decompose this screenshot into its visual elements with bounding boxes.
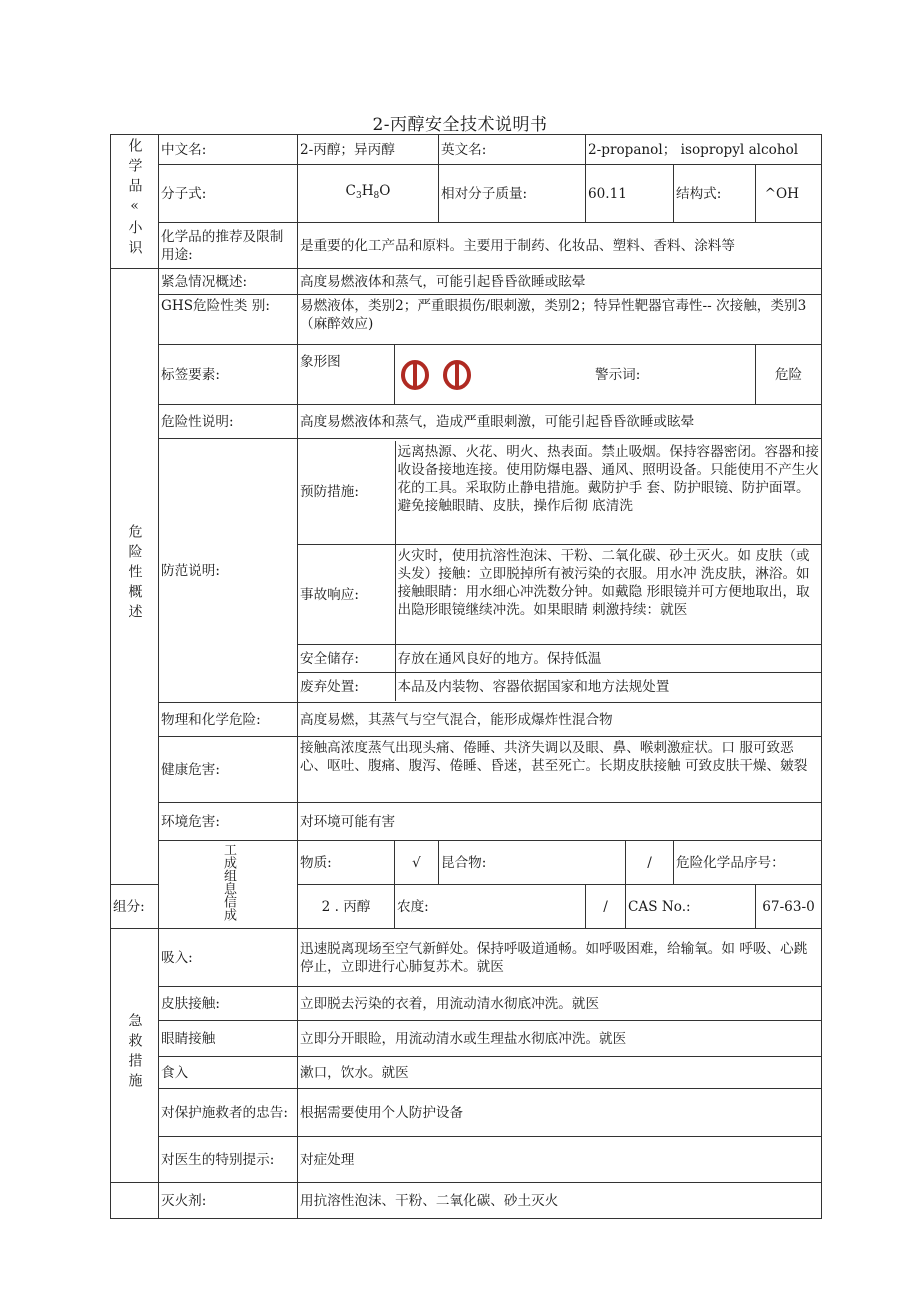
substance-label: 物质:: [298, 841, 395, 885]
document-title: 2-丙醇安全技术说明书: [372, 115, 548, 135]
doctor-note-label: 对医生的特别提示:: [159, 1137, 298, 1183]
pictogram-signal-cell: [395, 345, 756, 405]
ingestion-label: 食入: [159, 1057, 298, 1089]
composition-section-label: 工成组息信成: [159, 841, 298, 929]
component-label: 组分:: [111, 885, 159, 929]
storage-label: 安全储存:: [298, 645, 395, 673]
environment-hazard-label: 环境危害:: [159, 803, 298, 841]
environment-hazard-value: 对环境可能有害: [298, 803, 822, 841]
recommended-use-value: 是重要的化工产品和原料。主要用于制药、化妆品、塑料、香料、涂料等: [298, 223, 822, 269]
flame-pictogram-icon: [397, 358, 477, 392]
molecular-weight-label: 相对分子质量:: [439, 165, 586, 223]
mixture-label: 昆合物:: [439, 841, 626, 885]
formula-label: 分子式:: [159, 165, 298, 223]
rescuer-advice-value: 根据需要使用个人防护设备: [298, 1089, 822, 1137]
concentration-label: 农度:: [395, 885, 586, 929]
substance-value: √: [395, 841, 439, 885]
extinguishing-media-value: 用抗溶性泡沫、干粉、二氧化碳、砂土灭火: [298, 1183, 822, 1219]
cas-number-value: 67-63-0: [756, 885, 822, 929]
ingestion-value: 漱口，饮水。就医: [298, 1057, 822, 1089]
firefighting-section-label: [111, 1183, 159, 1219]
recommended-use-label: 化学品的推荐及限制用途:: [159, 223, 298, 269]
en-name-value: 2-propanol； isopropyl alcohol: [586, 135, 822, 165]
hazard-section-label: 危险性概述: [111, 269, 159, 885]
skin-contact-value: 立即脱去污染的衣着，用流动清水彻底冲洗。就医: [298, 987, 822, 1021]
skin-contact-label: 皮肤接触:: [159, 987, 298, 1021]
rescuer-advice-label: 对保护施救者的忠告:: [159, 1089, 298, 1137]
structure-label: 结构式:: [674, 165, 756, 223]
label-elements-label: 标签要素:: [159, 345, 298, 405]
ghs-classification-label: GHS危险性类 别:: [159, 295, 298, 345]
inhalation-label: 吸入:: [159, 929, 298, 987]
storage-value: 存放在通风良好的地方。保持低温: [395, 645, 821, 673]
signal-word-label: 警示词:: [595, 366, 641, 383]
component-value: 2 . 丙醇: [298, 885, 395, 929]
physchem-hazard-label: 物理和化学危险:: [159, 703, 298, 737]
signal-word-value: 危险: [756, 345, 822, 405]
formula-value: $C_3H_8O$: [298, 165, 439, 223]
physchem-hazard-value: 高度易燃，其蒸气与空气混合，能形成爆炸性混合物: [298, 703, 822, 737]
sds-table: [110, 134, 822, 1219]
health-hazard-value: 接触高浓度蒸气出现头痛、倦睡、共济失调以及眼、鼻、喉刺激症状。口 服可致恶心、呕吐、腹痛、腹泻、倦睡、昏迷，甚至死亡。长期皮肤接触 可致皮肤干燥、皴裂: [298, 737, 822, 803]
inhalation-value: 迅速脱离现场至空气新鲜处。保持呼吸道通畅。如呼吸困难，给输氧。如 呼吸、心跳停止，立即进行心肺复苏术。就医: [298, 929, 822, 987]
doctor-note-value: 对症处理: [298, 1137, 822, 1183]
emergency-overview-value: 高度易燃液体和蒸气，可能引起昏昏欲睡或眩晕: [298, 269, 822, 295]
precaution-label: 防范说明:: [159, 439, 298, 703]
cn-name-label: 中文名:: [159, 135, 298, 165]
prevention-value: 远离热源、火花、明火、热表面。禁止吸烟。保持容器密闭。容器和接收设备接地连接。使用防爆电器、通风、照明设备。只能使用不产生火花的工具。采取防止静电措施。戴防护手 套、防护眼镜、防护面罩。避免接触眼睛、皮肤，操作后彻 底清洗: [397, 443, 819, 514]
eye-contact-label: 眼睛接触: [159, 1021, 298, 1057]
emergency-overview-label: 紧急情况概述:: [159, 269, 298, 295]
molecular-weight-value: 60.11: [586, 165, 674, 223]
structure-value: ^OH: [756, 165, 822, 223]
cn-name-value: 2-丙醇；异丙醇: [298, 135, 439, 165]
health-hazard-label: 健康危害:: [159, 737, 298, 803]
response-label: 事故响应:: [298, 545, 395, 645]
hazard-statement-label: 危险性说明:: [159, 405, 298, 439]
mixture-value: /: [626, 841, 674, 885]
eye-contact-value: 立即分开眼睑，用流动清水或生理盐水彻底冲洗。就医: [298, 1021, 822, 1057]
concentration-value: /: [586, 885, 626, 929]
pictogram-label: 象形图: [298, 345, 395, 405]
ghs-classification-value: 易燃液体，类别2；严重眼损伤/眼刺激，类别2；特异性靶器官毒性-- 次接触，类别3 （麻醉效应): [298, 295, 822, 345]
hazard-statement-value: 高度易燃液体和蒸气，造成严重眼刺激，可能引起昏昏欲睡或眩晕: [298, 405, 822, 439]
identification-section-label: 化学品«小识: [111, 135, 159, 269]
extinguishing-media-label: 灭火剂:: [159, 1183, 298, 1219]
prevention-label: 预防措施:: [298, 441, 395, 545]
precaution-subtable: [298, 439, 822, 703]
response-value: 火灾时，使用抗溶性泡沫、干粉、二氧化碳、砂土灭火。如 皮肤（或头发）接触：立即脱掉所有被污染的衣服。用水冲 洗皮肤，淋浴。如接触眼睛：用水细心冲洗数分钟。如戴隐 形眼镜并可方便地取出，取出隐形眼镜继续冲洗。如果眼睛 刺激持续：就医: [395, 545, 821, 645]
first-aid-section-label: 急救措施: [111, 929, 159, 1183]
en-name-label: 英文名:: [439, 135, 586, 165]
disposal-value: 本品及内装物、容器依据国家和地方法规处置: [395, 673, 821, 701]
hazchem-number-label: 危险化学品序号：: [674, 841, 822, 885]
disposal-label: 废弃处置:: [298, 673, 395, 701]
cas-number-label: CAS No.:: [626, 885, 756, 929]
